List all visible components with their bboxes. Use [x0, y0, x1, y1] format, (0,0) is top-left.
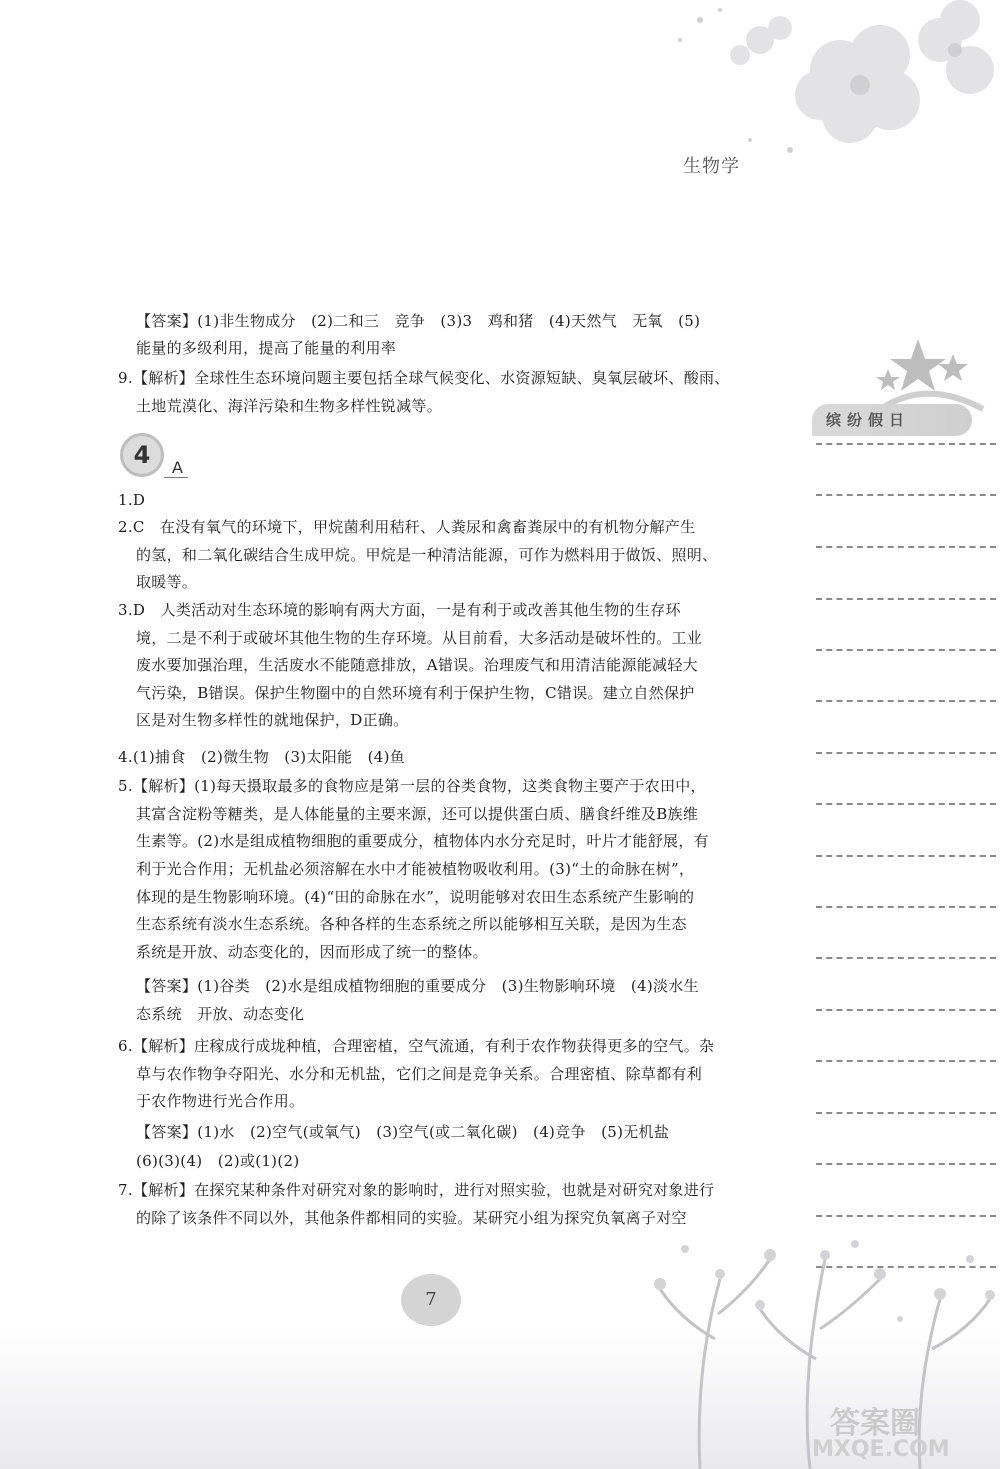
text-line: 境，二是不利于或破坏其他生物的生存环境。从目前看，大多活动是破坏性的。工业 — [136, 629, 703, 647]
text-line: 的除了该条件不同以外，其他条件都相同的实验。某研究小组为探究负氧离子对空 — [136, 1209, 687, 1227]
note-line — [816, 494, 996, 496]
watermark-url: MXQE.COM — [812, 1437, 950, 1462]
note-line — [816, 649, 996, 651]
tree-decoration-icon — [640, 1219, 1000, 1469]
text-line: 2.C 在没有氧气的环境下，甲烷菌利用秸秆、人粪尿和禽畜粪尿中的有机物分解产生 — [118, 518, 696, 536]
page-number: 7 — [401, 1274, 461, 1326]
text-line: 草与农作物争夺阳光、水分和无机盐，它们之间是竞争关系。合理密植、除草都有利 — [136, 1065, 703, 1083]
text-line: 体现的是生物影响环境。(4)“田的命脉在水”，说明能够对农田生态系统产生影响的 — [136, 888, 695, 906]
text-line: 能量的多级利用，提高了能量的利用率 — [136, 339, 397, 357]
sidebar-label: 缤纷假日 — [812, 404, 972, 436]
note-line — [816, 752, 996, 754]
text-line: 废水要加强治理，生活废水不能随意排放，A错误。治理废气和用清洁能源能减轻大 — [136, 656, 698, 674]
section-number-badge: 4 — [120, 433, 164, 477]
note-line — [816, 1163, 996, 1165]
text-line: 生态系统有淡水生态系统。各种各样的生态系统之所以能够相互关联，是因为生态 — [136, 915, 687, 933]
text-line: 9.【解析】全球性生态环境问题主要包括全球气候变化、水资源短缺、臭氧层破坏、酸雨、 — [118, 369, 730, 387]
note-line — [816, 700, 996, 702]
text-line: 利于光合作用；无机盐必须溶解在水中才能被植物吸收利用。(3)“土的命脉在树”， — [136, 860, 695, 878]
text-line: 取暖等。 — [136, 573, 198, 591]
note-line — [816, 443, 996, 445]
text-line: 其富含淀粉等糖类，是人体能量的主要来源，还可以提供蛋白质、膳食纤维及B族维 — [136, 805, 699, 823]
text-line: 7.【解析】在探究某种条件对研究对象的影响时，进行对照实验，也就是对研究对象进行 — [118, 1181, 715, 1199]
note-line — [816, 598, 996, 600]
note-line — [816, 1060, 996, 1062]
watermark-logo: 答案圈 — [830, 1406, 920, 1441]
text-line: (6)(3)(4) (2)或(1)(2) — [136, 1152, 300, 1170]
text-line: 土地荒漠化、海洋污染和生物多样性锐减等。 — [136, 397, 443, 415]
text-line: 区是对生物多样性的就地保护，D正确。 — [136, 711, 409, 729]
note-line — [816, 855, 996, 857]
subject-title: 生物学 — [683, 156, 740, 177]
section-letter: A — [172, 458, 183, 477]
text-line: 【答案】(1)水 (2)空气(或氧气) (3)空气(或二氧化碳) (4)竞争 (5)无机盐 — [136, 1123, 670, 1141]
text-line: 6.【解析】庄稼成行成垅种植，合理密植，空气流通，有利于农作物获得更多的空气。杂 — [118, 1037, 715, 1055]
text-line: 5.【解析】(1)每天摄取最多的食物应是第一层的谷类食物，这类食物主要产于农田中， — [118, 777, 706, 795]
note-line — [816, 1112, 996, 1114]
text-line: 【答案】(1)非生物成分 (2)二和三 竞争 (3)3 鸡和猪 (4)天然气 无氧 (5) — [136, 312, 701, 330]
text-line: 4.(1)捕食 (2)微生物 (3)太阳能 (4)鱼 — [118, 748, 406, 766]
text-line: 于农作物进行光合作用。 — [136, 1092, 305, 1110]
text-line: 态系统 开放、动态变化 — [136, 1005, 305, 1023]
note-line — [816, 906, 996, 908]
text-line: 【答案】(1)谷类 (2)水是组成植物细胞的重要成分 (3)生物影响环境 (4)淡水生 — [136, 977, 699, 995]
text-line: 1.D — [118, 491, 146, 509]
text-line: 生素等。(2)水是组成植物细胞的重要成分，植物体内水分充足时，叶片才能舒展，有 — [136, 832, 709, 850]
text-line: 3.D 人类活动对生态环境的影响有两大方面，一是有利于或改善其他生物的生存环 — [118, 601, 681, 619]
section-underline — [164, 477, 188, 478]
note-line — [816, 957, 996, 959]
note-line — [816, 1215, 996, 1217]
text-line: 的氢，和二氧化碳结合生成甲烷。甲烷是一种清洁能源，可作为燃料用于做饭、照明、 — [136, 546, 718, 564]
note-line — [816, 1009, 996, 1011]
text-line: 气污染，B错误。保护生物圈中的自然环境有利于保护生物，C错误。建立自然保护 — [136, 684, 695, 702]
note-line — [816, 803, 996, 805]
text-line: 系统是开放、动态变化的，因而形成了统一的整体。 — [136, 943, 488, 961]
note-line — [816, 546, 996, 548]
